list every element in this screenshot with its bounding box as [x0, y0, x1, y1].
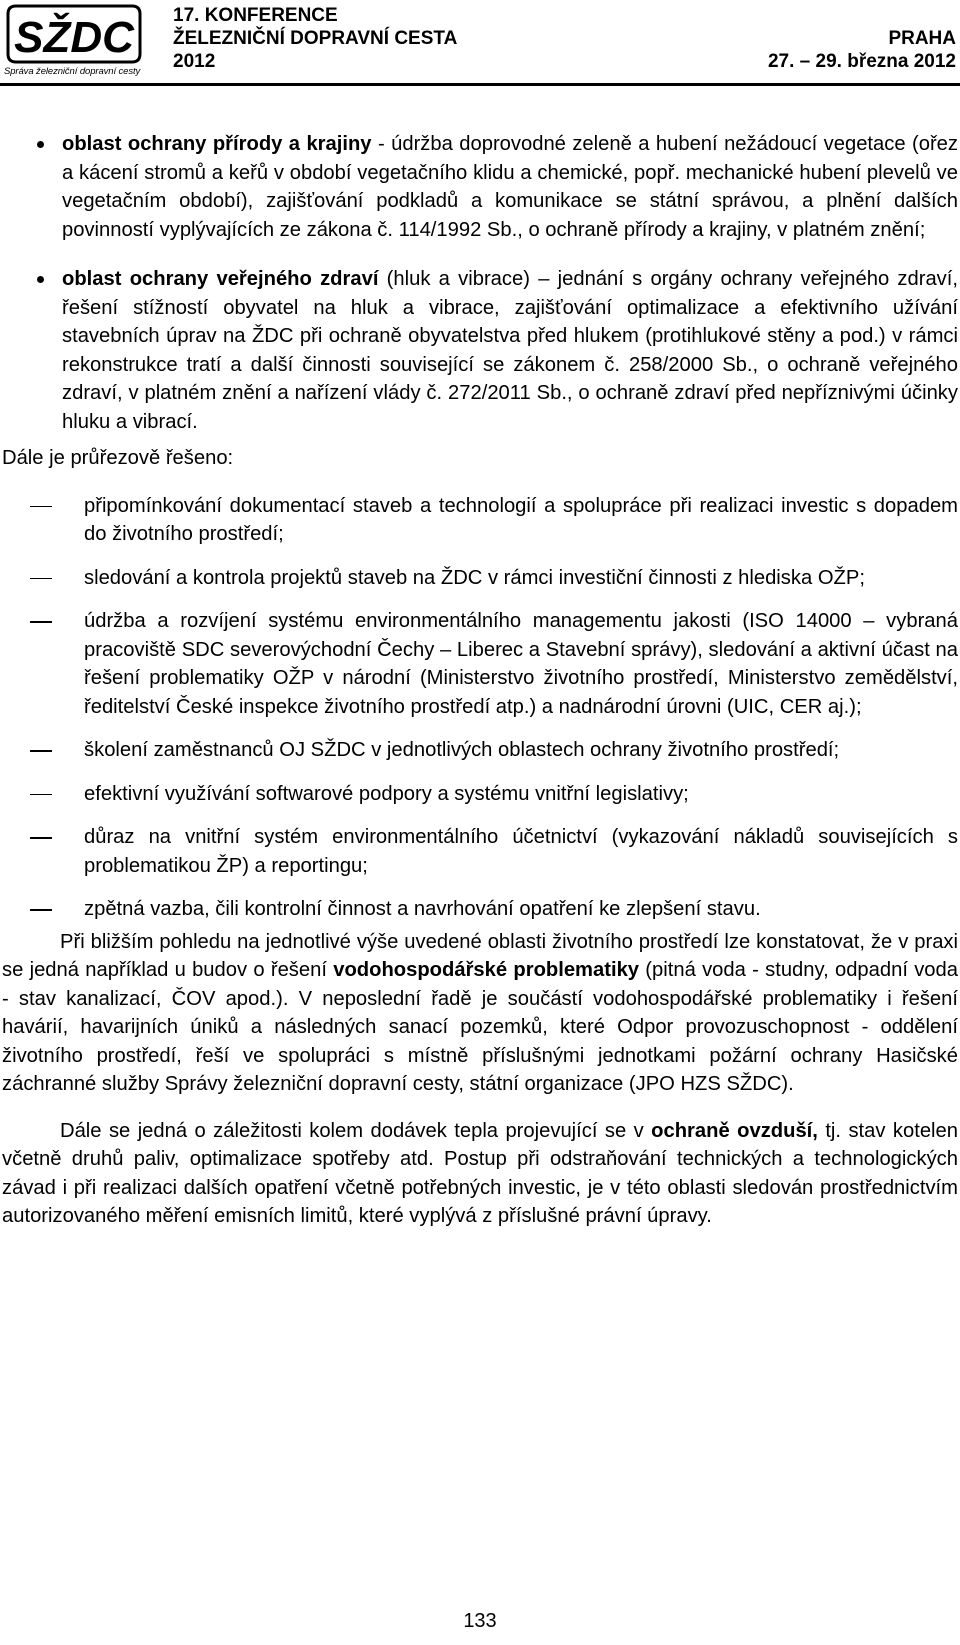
paragraph-text: Při bližším pohledu na jednotlivé výše uvedené oblasti životního prostředí lze konstatovat, že v praxi se jedná například u budov o řešení [2, 930, 958, 981]
dash-bullet-icon [30, 621, 52, 623]
list-item [2, 736, 958, 765]
dash-bullet-icon [30, 794, 52, 796]
bullet-item [2, 130, 958, 244]
bullet-heading: oblast ochrany přírody a krajiny [62, 133, 372, 155]
dash-bullet-icon [30, 837, 52, 839]
bullet-heading: oblast ochrany veřejného zdraví [62, 268, 379, 290]
list-item [2, 780, 958, 809]
document-body [2, 130, 958, 1231]
dash-bullet-icon [30, 578, 52, 580]
paragraph-emphasis: ochraně ovzduší, [651, 1119, 818, 1142]
page-number: 133 [463, 1610, 497, 1632]
list-item-text: zpětná vazba, čili kontrolní činnost a navrhování opatření ke zlepšení stavu. [84, 898, 761, 920]
conference-title: 17. KONFERENCE [173, 5, 338, 26]
list-item [2, 895, 958, 924]
paragraph-emphasis: vodohospodářské problematiky [333, 959, 640, 981]
dash-bullet-icon [30, 506, 52, 508]
conference-dates: 27. – 29. března 2012 [767, 51, 956, 72]
logo-subtitle: Správa železniční dopravní cesty [4, 66, 141, 77]
bullet-dot-icon [37, 276, 44, 283]
conference-year: 2012 [173, 51, 216, 72]
list-item [2, 492, 958, 549]
paragraph-text: (pitná voda - studny, odpadní voda - stav kanalizací, ČOV apod.). V neposlední řadě je součástí vodohospodářské problematiky i řešení havárií, havarijních úniků a následných sanací pozemků, které Odpor provozuschopnost - oddělení životního prostředí, řeší ve spolupráci s místně příslušnými jednotkami požární ochrany Hasičské záchranné služby Správy železniční dopravní cesty, státní organizace (JPO HZS SŽDC). [2, 959, 958, 1095]
list-item [2, 823, 958, 880]
paragraph-text: Dále se jedná o záležitosti kolem dodávek tepla projevující se v [60, 1119, 652, 1142]
list-item-text: efektivní využívání softwarové podpory a systému vnitřní legislativy; [84, 782, 689, 805]
body-paragraph [2, 1117, 958, 1231]
logo-text: SŽDC [14, 13, 134, 62]
list-item-text: školení zaměstnanců OJ SŽDC v jednotlivých oblastech ochrany životního prostředí; [84, 739, 840, 761]
dash-bullet-icon [30, 750, 52, 752]
szdc-logo [4, 2, 146, 82]
bullet-item [2, 265, 958, 436]
page-header [0, 0, 960, 86]
bullet-text: (hluk a vibrace) – jednání s orgány ochrany veřejného zdraví, řešení stížností obyvatel na hluk a vibrace, zajišťování optimalizace a efektivního užívání stavebních úprav na ŽDC při ochraně obyvatelstva před hlukem (protihlukové stěny a pod.) v rámci rekonstrukce tratí a další činnosti související se zákonem č. 258/2000 Sb., o ochraně veřejného zdraví, v platném znění a nařízení vlády č. 272/2011 Sb., o ochraně zdraví před nepříznivými účinky hluku a vibrací. [62, 268, 958, 433]
conference-city: PRAHA [888, 28, 956, 49]
list-item-text: sledování a kontrola projektů staveb na ŽDC v rámci investiční činnosti z hlediska OŽP; [84, 566, 865, 589]
list-item-text: důraz na vnitřní systém environmentálního účetnictví (vykazování nákladů souvisejících s problematikou ŽP) a reportingu; [84, 826, 958, 877]
dash-bullet-icon [30, 909, 52, 911]
intro-line: Dále je průřezově řešeno: [2, 447, 234, 469]
paragraph-text: tj. stav kotelen včetně druhů paliv, optimalizace spotřeby atd. Postup při odstraňování technických a technologických závad i při realizaci dalších opatření včetně potřebných investic, je v této oblasti sledován prostřednictvím autorizovaného měření emisních limitů, které vyplývá z příslušné právní úpravy. [2, 1119, 958, 1227]
list-item [2, 564, 958, 593]
list-item-text: údržba a rozvíjení systému environmentálního managementu jakosti (ISO 14000 – vybraná pracoviště SDC severovýchodní Čechy – Liberec a Stavební správy), sledování a aktivní účast na řešení problematiky OŽP v národní (Ministerstvo životního prostředí, Ministerstvo zemědělství, ředitelství České inspekce životního prostředí atp.) a nadnárodní úrovni (UIC, CER aj.); [84, 610, 958, 718]
list-item [2, 607, 958, 721]
conference-subtitle: ŽELEZNIČNÍ DOPRAVNÍ CESTA [173, 28, 458, 49]
bullet-text: - údržba doprovodné zeleně a hubení nežádoucí vegetace (ořez a kácení stromů a keřů v období vegetačního klidu a chemické, popř. mechanické hubení plevelů ve vegetačním období), zajišťování podkladů a komunikace se státní správou, a plnění dalších povinností vyplývajících ze zákona č. 114/1992 Sb., o ochraně přírody a krajiny, v platném znění; [62, 133, 959, 241]
header-divider [0, 83, 960, 86]
body-paragraph [2, 928, 958, 1099]
bullet-dot-icon [37, 141, 44, 148]
list-item-text: připomínkování dokumentací staveb a technologií a spolupráce při realizaci investic s dopadem do životního prostředí; [84, 494, 958, 545]
